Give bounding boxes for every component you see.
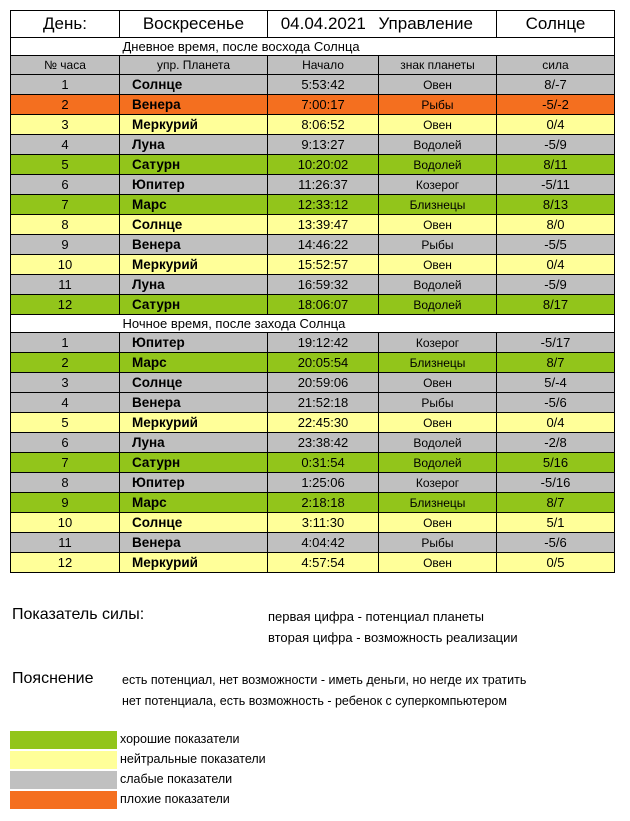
header-row: [11, 11, 615, 38]
legend-swatch: [10, 731, 117, 749]
table-row: [11, 453, 615, 473]
planetary-hours-table: [10, 10, 615, 573]
hour-number: 10: [11, 255, 120, 275]
col-hour-no: № часа: [11, 56, 120, 75]
start-time: 19:12:42: [268, 333, 379, 353]
planet-name: Меркурий: [120, 115, 268, 135]
strength-value: -5/6: [497, 533, 615, 553]
control-label: Управление: [379, 11, 497, 38]
strength-value: 0/4: [497, 413, 615, 433]
legend-label: слабые показатели: [120, 772, 233, 786]
date: 04.04.2021: [268, 11, 379, 38]
hour-number: 3: [11, 115, 120, 135]
hour-number: 3: [11, 373, 120, 393]
table-row: [11, 295, 615, 315]
start-time: 21:52:18: [268, 393, 379, 413]
start-time: 8:06:52: [268, 115, 379, 135]
strength-value: -5/17: [497, 333, 615, 353]
explanation-label: Пояснение: [12, 670, 94, 687]
legend-item: [10, 751, 330, 769]
hour-number: 7: [11, 195, 120, 215]
strength-value: -5/9: [497, 275, 615, 295]
table-row: [11, 95, 615, 115]
strength-value: -5/5: [497, 235, 615, 255]
strength-value: 5/-4: [497, 373, 615, 393]
strength-value: -5/11: [497, 175, 615, 195]
start-time: 11:26:37: [268, 175, 379, 195]
planet-name: Луна: [120, 275, 268, 295]
section-title: Ночное время, после захода Солнца: [120, 315, 497, 333]
hour-number: 9: [11, 493, 120, 513]
table-row: [11, 433, 615, 453]
table-row: [11, 175, 615, 195]
start-time: 2:18:18: [268, 493, 379, 513]
zodiac-sign: Близнецы: [379, 353, 497, 373]
planet-name: Солнце: [120, 513, 268, 533]
planet-name: Луна: [120, 433, 268, 453]
strength-value: 8/0: [497, 215, 615, 235]
day-section-row: [11, 38, 615, 56]
strength-value: 8/13: [497, 195, 615, 215]
strength-label: Показатель силы:: [12, 606, 145, 623]
hour-number: 8: [11, 215, 120, 235]
zodiac-sign: Близнецы: [379, 195, 497, 215]
planet-name: Солнце: [120, 215, 268, 235]
strength-value: 8/11: [497, 155, 615, 175]
hour-number: 12: [11, 553, 120, 573]
start-time: 12:33:12: [268, 195, 379, 215]
hour-number: 6: [11, 433, 120, 453]
zodiac-sign: Овен: [379, 513, 497, 533]
planet-name: Сатурн: [120, 295, 268, 315]
hour-number: 10: [11, 513, 120, 533]
planet-name: Сатурн: [120, 453, 268, 473]
table-row: [11, 115, 615, 135]
start-time: 13:39:47: [268, 215, 379, 235]
legend-swatch: [10, 791, 117, 809]
strength-value: -5/-2: [497, 95, 615, 115]
zodiac-sign: Водолей: [379, 155, 497, 175]
table-row: [11, 393, 615, 413]
section-spacer: [497, 38, 615, 56]
strength-value: -2/8: [497, 433, 615, 453]
col-start: Начало: [268, 56, 379, 75]
weekday: Воскресенье: [120, 11, 268, 38]
hour-number: 2: [11, 95, 120, 115]
start-time: 7:00:17: [268, 95, 379, 115]
planet-name: Марс: [120, 353, 268, 373]
strength-value: 8/7: [497, 493, 615, 513]
start-time: 4:57:54: [268, 553, 379, 573]
zodiac-sign: Рыбы: [379, 95, 497, 115]
zodiac-sign: Водолей: [379, 453, 497, 473]
zodiac-sign: Близнецы: [379, 493, 497, 513]
zodiac-sign: Овен: [379, 115, 497, 135]
table-row: [11, 513, 615, 533]
table-row: [11, 135, 615, 155]
zodiac-sign: Рыбы: [379, 235, 497, 255]
night-section-row: [11, 315, 615, 333]
start-time: 16:59:32: [268, 275, 379, 295]
legend-swatch: [10, 771, 117, 789]
zodiac-sign: Овен: [379, 75, 497, 95]
planet-name: Венера: [120, 235, 268, 255]
zodiac-sign: Водолей: [379, 135, 497, 155]
zodiac-sign: Водолей: [379, 433, 497, 453]
strength-line-2: вторая цифра - возможность реализации: [268, 630, 518, 645]
strength-value: 5/1: [497, 513, 615, 533]
planet-name: Юпитер: [120, 333, 268, 353]
section-title: Дневное время, после восхода Солнца: [120, 38, 497, 56]
explanation-line-2: нет потенциала, есть возможность - ребенок с суперкомпьютером: [122, 694, 507, 708]
table-row: [11, 235, 615, 255]
start-time: 18:06:07: [268, 295, 379, 315]
explanation-line-1: есть потенциал, нет возможности - иметь деньги, но негде их тратить: [122, 673, 527, 687]
table-row: [11, 333, 615, 353]
column-header-row: [11, 56, 615, 75]
start-time: 1:25:06: [268, 473, 379, 493]
legend-label: нейтральные показатели: [120, 752, 266, 766]
planet-name: Сатурн: [120, 155, 268, 175]
planet-name: Меркурий: [120, 413, 268, 433]
planet-name: Юпитер: [120, 473, 268, 493]
strength-value: 8/-7: [497, 75, 615, 95]
table-row: [11, 75, 615, 95]
strength-value: 0/5: [497, 553, 615, 573]
table-row: [11, 215, 615, 235]
section-spacer: [497, 315, 615, 333]
table-row: [11, 473, 615, 493]
hour-number: 7: [11, 453, 120, 473]
start-time: 5:53:42: [268, 75, 379, 95]
hour-number: 5: [11, 155, 120, 175]
strength-value: -5/16: [497, 473, 615, 493]
legend-item: [10, 791, 330, 809]
start-time: 9:13:27: [268, 135, 379, 155]
zodiac-sign: Рыбы: [379, 393, 497, 413]
zodiac-sign: Козерог: [379, 333, 497, 353]
strength-value: -5/9: [497, 135, 615, 155]
zodiac-sign: Овен: [379, 553, 497, 573]
start-time: 3:11:30: [268, 513, 379, 533]
hour-number: 5: [11, 413, 120, 433]
planet-name: Венера: [120, 393, 268, 413]
start-time: 20:59:06: [268, 373, 379, 393]
zodiac-sign: Козерог: [379, 175, 497, 195]
table-row: [11, 255, 615, 275]
table-row: [11, 195, 615, 215]
legend-item: [10, 771, 330, 789]
start-time: 23:38:42: [268, 433, 379, 453]
start-time: 14:46:22: [268, 235, 379, 255]
zodiac-sign: Овен: [379, 215, 497, 235]
zodiac-sign: Овен: [379, 255, 497, 275]
planet-name: Солнце: [120, 75, 268, 95]
hour-number: 4: [11, 135, 120, 155]
col-sign: знак планеты: [379, 56, 497, 75]
start-time: 22:45:30: [268, 413, 379, 433]
section-spacer: [11, 38, 120, 56]
hour-number: 2: [11, 353, 120, 373]
table-row: [11, 553, 615, 573]
planet-name: Марс: [120, 493, 268, 513]
hour-number: 8: [11, 473, 120, 493]
col-planet: упр. Планета: [120, 56, 268, 75]
planet-name: Луна: [120, 135, 268, 155]
strength-value: 0/4: [497, 255, 615, 275]
zodiac-sign: Козерог: [379, 473, 497, 493]
planet-name: Венера: [120, 95, 268, 115]
strength-value: 0/4: [497, 115, 615, 135]
table-row: [11, 275, 615, 295]
zodiac-sign: Рыбы: [379, 533, 497, 553]
day-label: День:: [11, 11, 120, 38]
legend-item: [10, 731, 330, 749]
planet-name: Юпитер: [120, 175, 268, 195]
hour-number: 9: [11, 235, 120, 255]
hour-number: 6: [11, 175, 120, 195]
start-time: 4:04:42: [268, 533, 379, 553]
table-row: [11, 155, 615, 175]
planet-name: Марс: [120, 195, 268, 215]
strength-value: 8/7: [497, 353, 615, 373]
strength-value: -5/6: [497, 393, 615, 413]
start-time: 0:31:54: [268, 453, 379, 473]
legend-swatch: [10, 751, 117, 769]
hour-number: 11: [11, 275, 120, 295]
table-row: [11, 493, 615, 513]
strength-line-1: первая цифра - потенциал планеты: [268, 609, 485, 624]
start-time: 10:20:02: [268, 155, 379, 175]
table-row: [11, 373, 615, 393]
hour-number: 1: [11, 75, 120, 95]
strength-value: 8/17: [497, 295, 615, 315]
start-time: 15:52:57: [268, 255, 379, 275]
hour-number: 11: [11, 533, 120, 553]
zodiac-sign: Овен: [379, 413, 497, 433]
ruler: Солнце: [497, 11, 615, 38]
start-time: 20:05:54: [268, 353, 379, 373]
planet-name: Венера: [120, 533, 268, 553]
zodiac-sign: Водолей: [379, 275, 497, 295]
planet-name: Меркурий: [120, 553, 268, 573]
hour-number: 1: [11, 333, 120, 353]
strength-value: 5/16: [497, 453, 615, 473]
section-spacer: [11, 315, 120, 333]
zodiac-sign: Овен: [379, 373, 497, 393]
legend-label: плохие показатели: [120, 792, 230, 806]
table-row: [11, 533, 615, 553]
hour-number: 4: [11, 393, 120, 413]
planet-name: Меркурий: [120, 255, 268, 275]
hour-number: 12: [11, 295, 120, 315]
zodiac-sign: Водолей: [379, 295, 497, 315]
table-row: [11, 413, 615, 433]
table-row: [11, 353, 615, 373]
col-strength: сила: [497, 56, 615, 75]
planet-name: Солнце: [120, 373, 268, 393]
legend-label: хорошие показатели: [120, 732, 240, 746]
